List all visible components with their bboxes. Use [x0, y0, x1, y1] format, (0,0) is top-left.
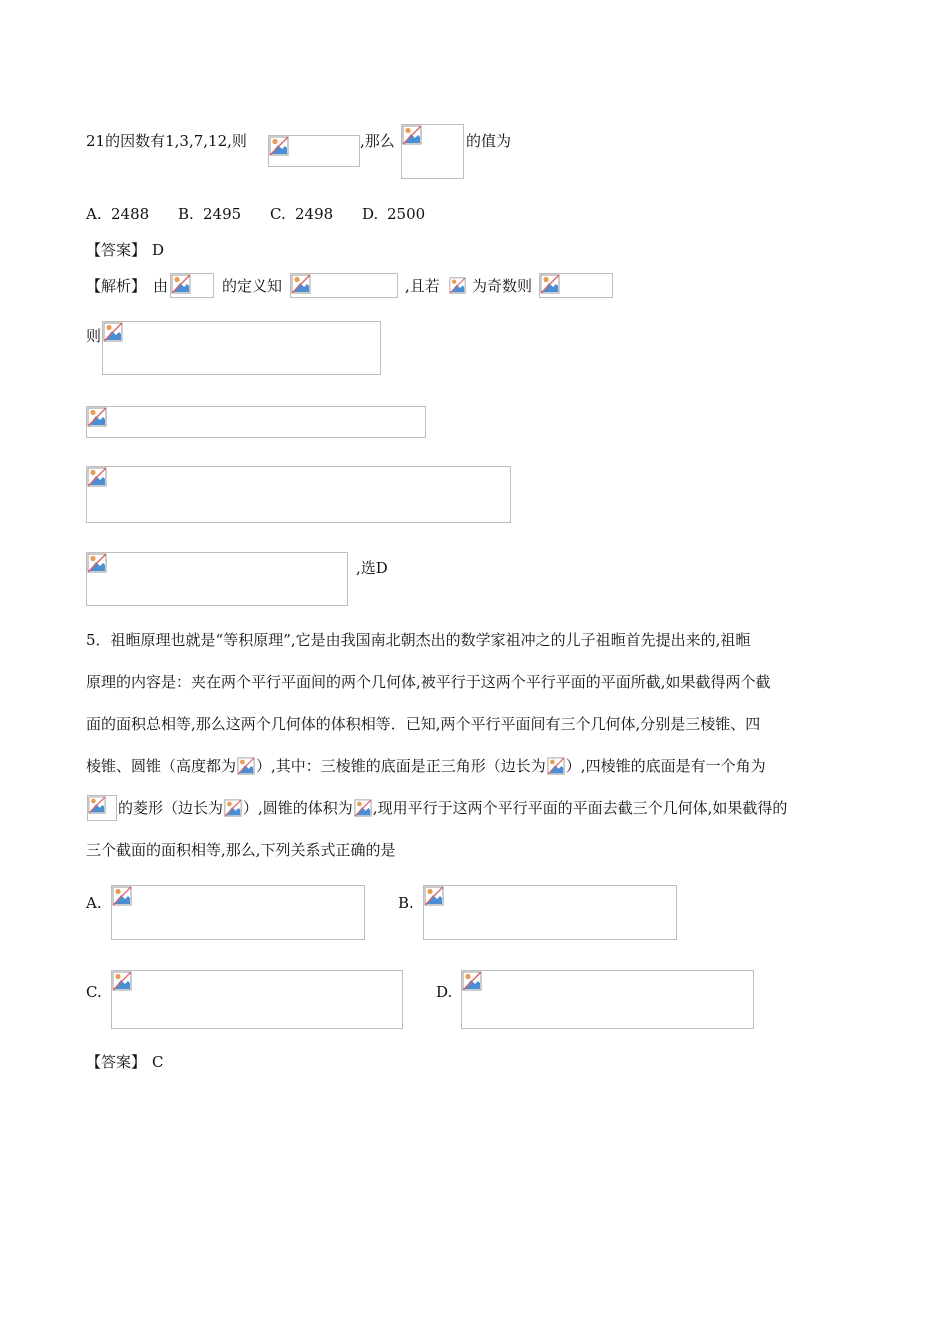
broken-image-icon — [547, 757, 565, 775]
answer-value: D — [152, 241, 165, 259]
formula-image — [86, 552, 348, 606]
option-label: B. — [398, 894, 414, 912]
analysis-text: ,且若 — [405, 277, 440, 295]
formula-image — [539, 273, 613, 298]
paragraph-line: 面的面积总相等,那么这两个几何体的体积相等．已知,两个平行平面间有三个几何体,分别是三棱锥、四 — [86, 715, 761, 733]
broken-image-icon — [462, 971, 482, 991]
answer-value: C — [152, 1053, 164, 1071]
broken-image-icon — [291, 274, 311, 294]
option-value: 2488 — [111, 205, 150, 223]
analysis-tag: 【解析】 — [86, 277, 147, 295]
question-5-paragraph — [86, 619, 866, 871]
formula-image — [290, 273, 398, 298]
broken-image-icon — [354, 799, 372, 817]
formula-image — [224, 799, 242, 817]
formula-image — [547, 757, 565, 775]
q4-middle-text: ,那么 — [360, 132, 395, 150]
analysis-text: 的定义知 — [222, 277, 283, 295]
option-label: B. — [178, 205, 194, 223]
formula-image — [170, 273, 214, 298]
broken-image-icon — [87, 407, 107, 427]
broken-image-icon — [269, 136, 289, 156]
option-value: 2498 — [295, 205, 334, 223]
paragraph-text: ）,四棱锥的底面是有一个角为 — [565, 757, 766, 775]
broken-image-icon — [540, 274, 560, 294]
formula-image — [111, 885, 365, 940]
formula-image — [86, 406, 426, 438]
paragraph-text: ）,其中：三棱锥的底面是正三角形（边长为 — [256, 757, 546, 775]
formula-image — [423, 885, 677, 940]
broken-image-icon — [87, 553, 107, 573]
broken-image-icon — [402, 125, 422, 145]
paragraph-text: 的菱形（边长为 — [118, 799, 224, 817]
paragraph-line: 原理的内容是：夹在两个平行平面间的两个几何体,被平行于这两个平行平面的平面所截,如果截得两个截 — [86, 673, 771, 691]
paragraph-line: 5．祖暅原理也就是“等积原理”,它是由我国南北朝杰出的数学家祖冲之的儿子祖暅首先提出来的,祖暅 — [86, 631, 751, 649]
formula-image — [461, 970, 754, 1029]
broken-image-icon — [449, 277, 466, 294]
formula-image — [87, 795, 117, 821]
broken-image-icon — [237, 757, 255, 775]
option-label: C. — [86, 983, 102, 1001]
analysis-text: ,选D — [356, 559, 388, 577]
q4-prefix-text: 21的因数有1,3,7,12,则 — [86, 132, 247, 150]
paragraph-line — [86, 787, 866, 829]
paragraph-line — [86, 745, 866, 787]
analysis-text: 为奇数则 — [472, 277, 533, 295]
paragraph-text: ）,圆锥的体积为 — [243, 799, 353, 817]
broken-image-icon — [224, 799, 242, 817]
broken-image-icon — [87, 467, 107, 487]
broken-image-icon — [424, 886, 444, 906]
option-label: C. — [270, 205, 286, 223]
analysis-text: 则 — [86, 327, 102, 345]
formula-image — [237, 757, 255, 775]
option-label: D. — [436, 983, 453, 1001]
q4-suffix-text: 的值为 — [466, 132, 512, 150]
paragraph-text: ,现用平行于这两个平行平面的平面去截三个几何体,如果截得的 — [372, 799, 788, 817]
formula-image — [102, 321, 381, 375]
option-label: D. — [362, 205, 379, 223]
formula-image — [401, 124, 464, 179]
analysis-text: 由 — [153, 277, 169, 295]
formula-image — [268, 135, 360, 167]
option-label: A. — [86, 205, 102, 223]
broken-image-icon — [112, 971, 132, 991]
broken-image-icon — [112, 886, 132, 906]
broken-image-icon — [171, 274, 191, 294]
formula-image — [111, 970, 403, 1029]
formula-image — [86, 466, 511, 523]
answer-tag: 【答案】 — [86, 241, 147, 259]
broken-image-icon — [88, 796, 106, 814]
option-value: 2495 — [203, 205, 242, 223]
answer-tag: 【答案】 — [86, 1053, 147, 1071]
formula-image — [354, 799, 372, 817]
option-label: A. — [86, 894, 102, 912]
paragraph-line: 三个截面的面积相等,那么,下列关系式正确的是 — [86, 841, 396, 859]
option-value: 2500 — [387, 205, 426, 223]
broken-image-icon — [103, 322, 123, 342]
paragraph-text: 棱锥、圆锥（高度都为 — [86, 757, 237, 775]
